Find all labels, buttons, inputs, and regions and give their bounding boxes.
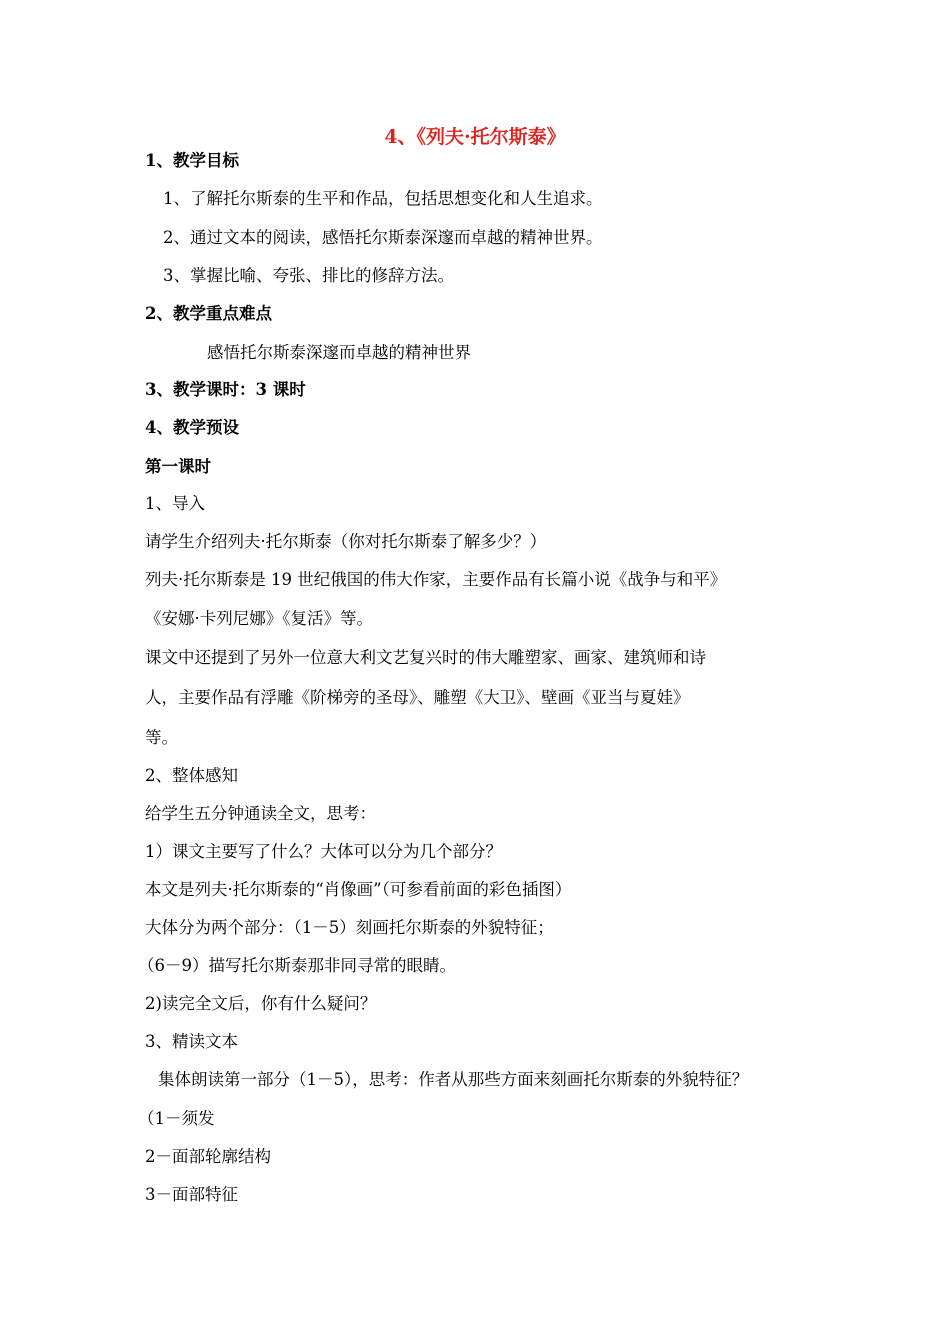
class-hours-heading: 3、教学课时：3 课时	[145, 380, 306, 399]
paragraph-line: 1）课文主要写了什么？大体可以分为几个部分？	[145, 842, 502, 861]
paragraph-line: 2－面部轮廓结构	[145, 1147, 271, 1166]
paragraph-line: 人，主要作品有浮雕《阶梯旁的圣母》、雕塑《大卫》、壁画《亚当与夏娃》	[145, 688, 690, 707]
paragraph-line: （1－须发	[138, 1109, 215, 1128]
paragraph-line: 课文中还提到了另外一位意大利文艺复兴时的伟大雕塑家、画家、建筑师和诗	[145, 648, 706, 667]
goals-heading: 1、教学目标	[145, 151, 239, 170]
goal-item: 2、通过文本的阅读，感悟托尔斯泰深邃而卓越的精神世界。	[163, 228, 603, 247]
paragraph-line: 请学生介绍列夫·托尔斯泰（你对托尔斯泰了解多少？）	[145, 532, 547, 551]
paragraph-line: 等。	[145, 728, 178, 747]
teaching-preset-heading: 4、教学预设	[145, 418, 239, 437]
paragraph-line: 2)读完全文后，你有什么疑问？	[145, 994, 377, 1013]
paragraph-line: 本文是列夫·托尔斯泰的“肖像画”（可参看前面的彩色插图）	[145, 880, 572, 899]
intro-heading: 1、导入	[145, 494, 205, 513]
paragraph-line: 集体朗读第一部分（1－5），思考：作者从那些方面来刻画托尔斯泰的外貌特征？	[158, 1070, 749, 1089]
key-points-text: 感悟托尔斯泰深邃而卓越的精神世界	[207, 343, 471, 362]
overall-heading: 2、整体感知	[145, 766, 238, 785]
paragraph-line: 《安娜·卡列尼娜》《复活》等。	[145, 609, 373, 628]
paragraph-line: 给学生五分钟通读全文，思考：	[145, 804, 376, 823]
paragraph-line: （6－9）描写托尔斯泰那非同寻常的眼睛。	[138, 956, 456, 975]
key-points-heading: 2、教学重点难点	[145, 304, 272, 323]
paragraph-line: 3－面部特征	[145, 1185, 238, 1204]
goal-item: 1、了解托尔斯泰的生平和作品，包括思想变化和人生追求。	[163, 189, 603, 208]
paragraph-line: 列夫·托尔斯泰是 19 世纪俄国的伟大作家，主要作品有长篇小说《战争与和平》	[145, 570, 727, 589]
goal-item: 3、掌握比喻、夸张、排比的修辞方法。	[163, 266, 454, 285]
paragraph-line: 大体分为两个部分：（1－5）刻画托尔斯泰的外貌特征；	[145, 918, 554, 937]
close-reading-heading: 3、精读文本	[145, 1032, 238, 1051]
document-title: 4、《列夫·托尔斯泰》	[384, 126, 566, 148]
lesson-one-heading: 第一课时	[145, 457, 211, 476]
